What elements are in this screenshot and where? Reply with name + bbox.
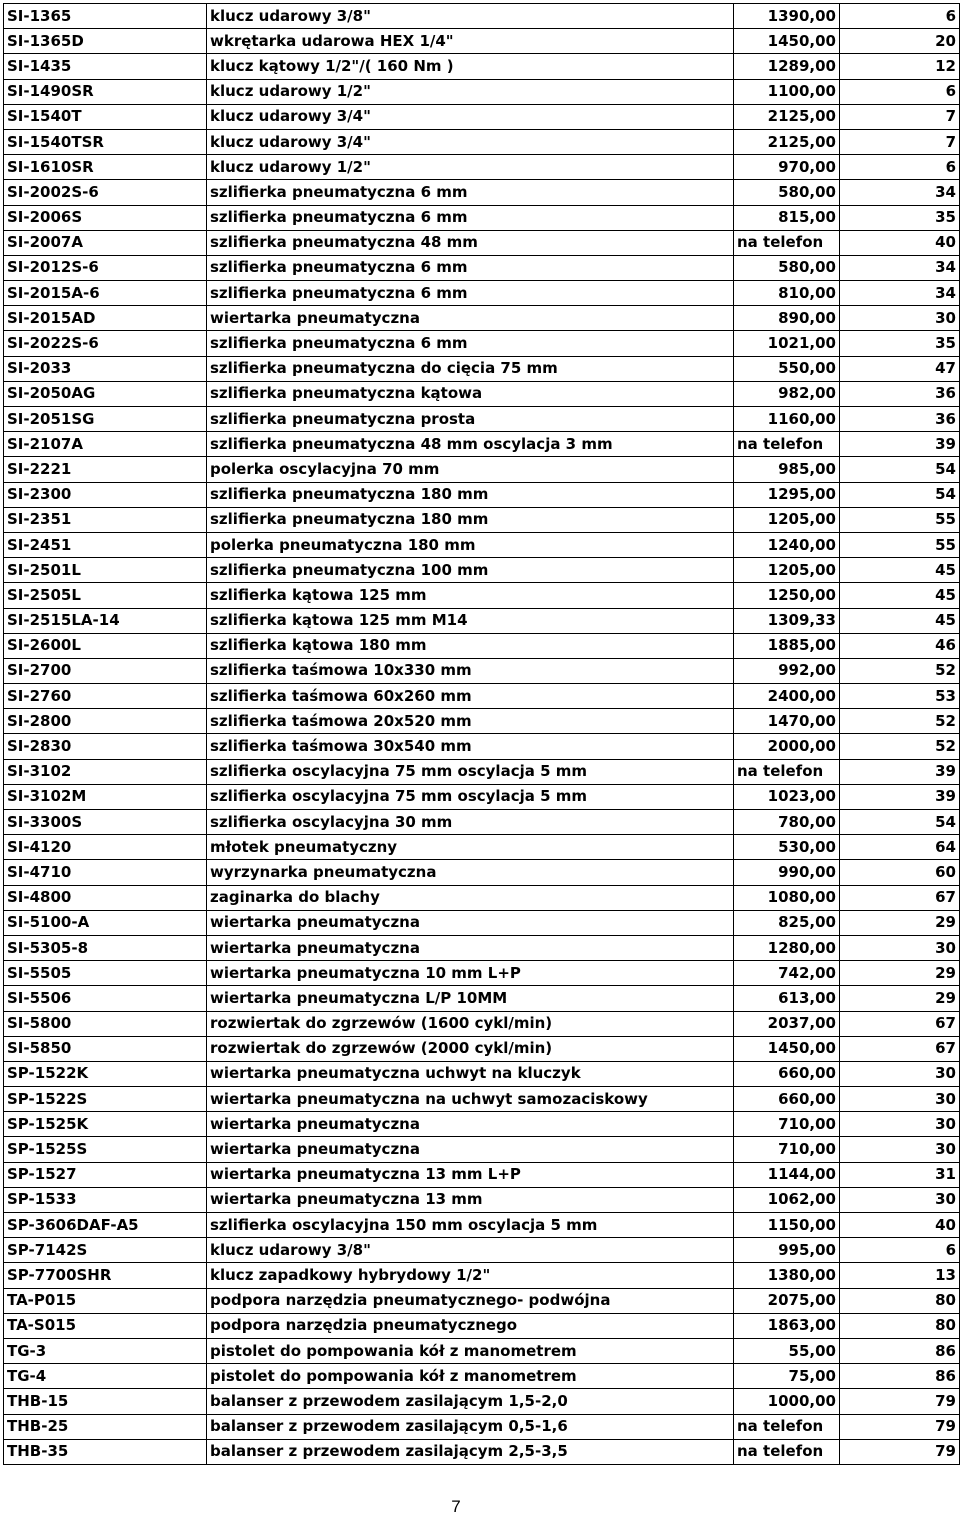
- catalog-page-cell: 52: [840, 658, 960, 683]
- product-description-cell: wiertarka pneumatyczna: [207, 1112, 734, 1137]
- price-cell: 710,00: [734, 1112, 840, 1137]
- price-cell: 1062,00: [734, 1187, 840, 1212]
- table-row: [4, 1112, 960, 1137]
- product-code-cell: SI-2221: [4, 457, 207, 482]
- product-description-cell: szlifierka pneumatyczna prosta: [207, 407, 734, 432]
- price-cell: 580,00: [734, 180, 840, 205]
- catalog-page-cell: 80: [840, 1313, 960, 1338]
- catalog-page-cell: 54: [840, 482, 960, 507]
- catalog-page-cell: 39: [840, 784, 960, 809]
- catalog-page-cell: 52: [840, 734, 960, 759]
- table-row: [4, 810, 960, 835]
- table-row: [4, 835, 960, 860]
- price-cell: 2075,00: [734, 1288, 840, 1313]
- product-code-cell: SI-3102M: [4, 784, 207, 809]
- product-code-cell: SP-1525K: [4, 1112, 207, 1137]
- product-description-cell: rozwiertak do zgrzewów (1600 cykl/min): [207, 1011, 734, 1036]
- product-code-cell: SI-2700: [4, 658, 207, 683]
- product-code-cell: SI-5505: [4, 961, 207, 986]
- catalog-page-cell: 45: [840, 583, 960, 608]
- product-description-cell: klucz udarowy 1/2": [207, 155, 734, 180]
- product-code-cell: SI-1435: [4, 54, 207, 79]
- price-cell: 1205,00: [734, 507, 840, 532]
- product-code-cell: SP-7700SHR: [4, 1263, 207, 1288]
- table-row: [4, 860, 960, 885]
- catalog-page-cell: 30: [840, 1187, 960, 1212]
- table-row: [4, 255, 960, 280]
- price-cell: 985,00: [734, 457, 840, 482]
- price-cell: 780,00: [734, 810, 840, 835]
- table-row: [4, 54, 960, 79]
- price-cell: 1289,00: [734, 54, 840, 79]
- price-cell: 55,00: [734, 1338, 840, 1363]
- catalog-page-cell: 79: [840, 1414, 960, 1439]
- price-cell: 1250,00: [734, 583, 840, 608]
- product-code-cell: SI-1540TSR: [4, 129, 207, 154]
- catalog-page-cell: 39: [840, 759, 960, 784]
- table-row: [4, 1414, 960, 1439]
- product-description-cell: szlifierka pneumatyczna 48 mm: [207, 230, 734, 255]
- table-row: [4, 4, 960, 29]
- product-description-cell: rozwiertak do zgrzewów (2000 cykl/min): [207, 1036, 734, 1061]
- product-description-cell: zaginarka do blachy: [207, 885, 734, 910]
- table-row: [4, 885, 960, 910]
- product-description-cell: szlifierka pneumatyczna 6 mm: [207, 281, 734, 306]
- catalog-page-cell: 39: [840, 432, 960, 457]
- table-row: [4, 734, 960, 759]
- product-code-cell: SI-2015AD: [4, 306, 207, 331]
- product-description-cell: szlifierka kątowa 125 mm: [207, 583, 734, 608]
- product-description-cell: szlifierka pneumatyczna do cięcia 75 mm: [207, 356, 734, 381]
- table-row: [4, 709, 960, 734]
- table-row: [4, 79, 960, 104]
- product-code-cell: SI-5800: [4, 1011, 207, 1036]
- price-cell: 890,00: [734, 306, 840, 331]
- catalog-page-cell: 67: [840, 1011, 960, 1036]
- product-code-cell: SI-2760: [4, 684, 207, 709]
- catalog-page-cell: 30: [840, 306, 960, 331]
- product-code-cell: TG-3: [4, 1338, 207, 1363]
- product-code-cell: SI-2007A: [4, 230, 207, 255]
- catalog-page-cell: 45: [840, 558, 960, 583]
- catalog-page-cell: 36: [840, 381, 960, 406]
- catalog-page-cell: 64: [840, 835, 960, 860]
- product-code-cell: SI-2015A-6: [4, 281, 207, 306]
- product-code-cell: SI-4710: [4, 860, 207, 885]
- product-description-cell: szlifierka pneumatyczna 6 mm: [207, 331, 734, 356]
- table-row: [4, 1187, 960, 1212]
- page-number: 7: [451, 1497, 461, 1516]
- table-row: [4, 961, 960, 986]
- product-description-cell: wiertarka pneumatyczna: [207, 306, 734, 331]
- product-description-cell: klucz zapadkowy hybrydowy 1/2": [207, 1263, 734, 1288]
- catalog-page-cell: 36: [840, 407, 960, 432]
- table-row: [4, 986, 960, 1011]
- product-description-cell: wkrętarka udarowa HEX 1/4": [207, 29, 734, 54]
- price-cell: 992,00: [734, 658, 840, 683]
- catalog-page-cell: 20: [840, 29, 960, 54]
- price-cell: 1295,00: [734, 482, 840, 507]
- product-code-cell: SI-2300: [4, 482, 207, 507]
- product-code-cell: THB-35: [4, 1439, 207, 1464]
- product-description-cell: podpora narzędzia pneumatycznego- podwójna: [207, 1288, 734, 1313]
- table-row: [4, 1137, 960, 1162]
- table-row: [4, 205, 960, 230]
- price-cell: 1023,00: [734, 784, 840, 809]
- product-description-cell: szlifierka oscylacyjna 150 mm oscylacja 5 mm: [207, 1213, 734, 1238]
- product-code-cell: SI-2107A: [4, 432, 207, 457]
- price-cell: 1450,00: [734, 29, 840, 54]
- product-code-cell: SI-3102: [4, 759, 207, 784]
- product-code-cell: SP-1533: [4, 1187, 207, 1212]
- price-cell: 1080,00: [734, 885, 840, 910]
- price-cell: 1240,00: [734, 532, 840, 557]
- catalog-page-cell: 30: [840, 935, 960, 960]
- catalog-page-cell: 80: [840, 1288, 960, 1313]
- table-row: [4, 306, 960, 331]
- product-description-cell: wiertarka pneumatyczna: [207, 910, 734, 935]
- table-row: [4, 1313, 960, 1338]
- product-code-cell: SI-1490SR: [4, 79, 207, 104]
- product-description-cell: szlifierka taśmowa 10x330 mm: [207, 658, 734, 683]
- price-cell: 1380,00: [734, 1263, 840, 1288]
- table-row: [4, 1263, 960, 1288]
- price-cell: 550,00: [734, 356, 840, 381]
- price-cell: 2400,00: [734, 684, 840, 709]
- product-description-cell: szlifierka pneumatyczna kątowa: [207, 381, 734, 406]
- table-row: [4, 1011, 960, 1036]
- table-row: [4, 381, 960, 406]
- price-cell: 982,00: [734, 381, 840, 406]
- catalog-page-cell: 7: [840, 104, 960, 129]
- catalog-page-cell: 30: [840, 1061, 960, 1086]
- product-code-cell: TG-4: [4, 1364, 207, 1389]
- product-code-cell: SI-2012S-6: [4, 255, 207, 280]
- catalog-page-cell: 46: [840, 633, 960, 658]
- product-description-cell: podpora narzędzia pneumatycznego: [207, 1313, 734, 1338]
- product-description-cell: wiertarka pneumatyczna 10 mm L+P: [207, 961, 734, 986]
- price-cell: 1470,00: [734, 709, 840, 734]
- table-row: [4, 331, 960, 356]
- catalog-page-cell: 7: [840, 129, 960, 154]
- product-description-cell: szlifierka pneumatyczna 100 mm: [207, 558, 734, 583]
- product-code-cell: SP-1525S: [4, 1137, 207, 1162]
- catalog-page-cell: 6: [840, 1238, 960, 1263]
- table-row: [4, 1036, 960, 1061]
- product-code-cell: SI-5305-8: [4, 935, 207, 960]
- product-code-cell: SI-5850: [4, 1036, 207, 1061]
- table-row: [4, 104, 960, 129]
- table-row: [4, 155, 960, 180]
- product-code-cell: SI-4120: [4, 835, 207, 860]
- product-code-cell: SI-2800: [4, 709, 207, 734]
- table-row: [4, 1288, 960, 1313]
- product-description-cell: wiertarka pneumatyczna 13 mm: [207, 1187, 734, 1212]
- price-cell: 710,00: [734, 1137, 840, 1162]
- product-description-cell: szlifierka pneumatyczna 180 mm: [207, 482, 734, 507]
- catalog-page-cell: 86: [840, 1364, 960, 1389]
- product-code-cell: THB-25: [4, 1414, 207, 1439]
- product-description-cell: klucz udarowy 3/8": [207, 1238, 734, 1263]
- product-code-cell: SI-2451: [4, 532, 207, 557]
- catalog-page-cell: 67: [840, 885, 960, 910]
- catalog-page-cell: 40: [840, 1213, 960, 1238]
- product-code-cell: SI-1540T: [4, 104, 207, 129]
- catalog-page-cell: 29: [840, 986, 960, 1011]
- product-description-cell: wyrzynarka pneumatyczna: [207, 860, 734, 885]
- price-cell: 1280,00: [734, 935, 840, 960]
- product-description-cell: wiertarka pneumatyczna 13 mm L+P: [207, 1162, 734, 1187]
- price-cell: 613,00: [734, 986, 840, 1011]
- price-cell: 1205,00: [734, 558, 840, 583]
- table-row: [4, 356, 960, 381]
- price-cell: 1863,00: [734, 1313, 840, 1338]
- catalog-page-cell: 30: [840, 1137, 960, 1162]
- product-description-cell: młotek pneumatyczny: [207, 835, 734, 860]
- product-description-cell: szlifierka oscylacyjna 30 mm: [207, 810, 734, 835]
- price-cell: 660,00: [734, 1087, 840, 1112]
- product-description-cell: balanser z przewodem zasilającym 1,5-2,0: [207, 1389, 734, 1414]
- catalog-page-cell: 6: [840, 155, 960, 180]
- table-row: [4, 457, 960, 482]
- product-code-cell: SI-2033: [4, 356, 207, 381]
- product-description-cell: klucz udarowy 1/2": [207, 79, 734, 104]
- product-description-cell: klucz udarowy 3/8": [207, 4, 734, 29]
- price-cell: 1000,00: [734, 1389, 840, 1414]
- catalog-page-cell: 29: [840, 961, 960, 986]
- product-description-cell: polerka pneumatyczna 180 mm: [207, 532, 734, 557]
- price-cell: 580,00: [734, 255, 840, 280]
- price-cell: 1150,00: [734, 1213, 840, 1238]
- product-code-cell: SI-1365: [4, 4, 207, 29]
- price-cell: 1100,00: [734, 79, 840, 104]
- product-description-cell: klucz udarowy 3/4": [207, 129, 734, 154]
- product-code-cell: SP-1522K: [4, 1061, 207, 1086]
- table-row: [4, 180, 960, 205]
- product-description-cell: pistolet do pompowania kół z manometrem: [207, 1338, 734, 1363]
- table-row: [4, 633, 960, 658]
- table-row: [4, 407, 960, 432]
- catalog-page-cell: 54: [840, 457, 960, 482]
- product-code-cell: SI-5506: [4, 986, 207, 1011]
- catalog-page-cell: 45: [840, 608, 960, 633]
- price-cell: 1450,00: [734, 1036, 840, 1061]
- catalog-page-cell: 55: [840, 532, 960, 557]
- table-row: [4, 910, 960, 935]
- table-row: [4, 482, 960, 507]
- table-row: [4, 1162, 960, 1187]
- product-description-cell: szlifierka pneumatyczna 6 mm: [207, 205, 734, 230]
- table-row: [4, 1338, 960, 1363]
- product-description-cell: szlifierka oscylacyjna 75 mm oscylacja 5 mm: [207, 784, 734, 809]
- table-row: [4, 507, 960, 532]
- product-code-cell: SI-2515LA-14: [4, 608, 207, 633]
- price-cell: 815,00: [734, 205, 840, 230]
- catalog-page-cell: 31: [840, 1162, 960, 1187]
- product-description-cell: balanser z przewodem zasilającym 0,5-1,6: [207, 1414, 734, 1439]
- table-row: [4, 1439, 960, 1464]
- table-row: [4, 1087, 960, 1112]
- catalog-page-cell: 29: [840, 910, 960, 935]
- product-description-cell: szlifierka taśmowa 60x260 mm: [207, 684, 734, 709]
- catalog-page-cell: 40: [840, 230, 960, 255]
- catalog-page-cell: 30: [840, 1087, 960, 1112]
- table-row: [4, 784, 960, 809]
- price-table: [3, 3, 960, 1465]
- catalog-page-cell: 67: [840, 1036, 960, 1061]
- catalog-page-cell: 30: [840, 1112, 960, 1137]
- table-row: [4, 281, 960, 306]
- product-description-cell: wiertarka pneumatyczna: [207, 1137, 734, 1162]
- price-cell: 825,00: [734, 910, 840, 935]
- product-description-cell: wiertarka pneumatyczna L/P 10MM: [207, 986, 734, 1011]
- price-cell: 2125,00: [734, 129, 840, 154]
- price-cell: 970,00: [734, 155, 840, 180]
- product-description-cell: pistolet do pompowania kół z manometrem: [207, 1364, 734, 1389]
- product-description-cell: polerka oscylacyjna 70 mm: [207, 457, 734, 482]
- table-row: [4, 608, 960, 633]
- price-cell: 742,00: [734, 961, 840, 986]
- product-code-cell: TA-P015: [4, 1288, 207, 1313]
- catalog-page-cell: 35: [840, 205, 960, 230]
- product-description-cell: klucz kątowy 1/2"/( 160 Nm ): [207, 54, 734, 79]
- product-code-cell: SP-1527: [4, 1162, 207, 1187]
- table-row: [4, 129, 960, 154]
- product-description-cell: szlifierka taśmowa 20x520 mm: [207, 709, 734, 734]
- catalog-page-cell: 34: [840, 281, 960, 306]
- price-cell: na telefon: [734, 230, 840, 255]
- price-cell: na telefon: [734, 1439, 840, 1464]
- catalog-page-cell: 47: [840, 356, 960, 381]
- product-description-cell: wiertarka pneumatyczna: [207, 935, 734, 960]
- catalog-page-cell: 86: [840, 1338, 960, 1363]
- catalog-page-cell: 54: [840, 810, 960, 835]
- table-row: [4, 759, 960, 784]
- product-description-cell: wiertarka pneumatyczna uchwyt na kluczyk: [207, 1061, 734, 1086]
- table-row: [4, 658, 960, 683]
- product-description-cell: szlifierka kątowa 180 mm: [207, 633, 734, 658]
- product-description-cell: szlifierka taśmowa 30x540 mm: [207, 734, 734, 759]
- catalog-page-cell: 60: [840, 860, 960, 885]
- product-description-cell: balanser z przewodem zasilającym 2,5-3,5: [207, 1439, 734, 1464]
- catalog-page-cell: 55: [840, 507, 960, 532]
- catalog-page-cell: 79: [840, 1439, 960, 1464]
- price-cell: 990,00: [734, 860, 840, 885]
- table-row: [4, 1364, 960, 1389]
- price-cell: na telefon: [734, 1414, 840, 1439]
- product-description-cell: szlifierka pneumatyczna 180 mm: [207, 507, 734, 532]
- catalog-page-cell: 79: [840, 1389, 960, 1414]
- table-row: [4, 230, 960, 255]
- product-description-cell: szlifierka oscylacyjna 75 mm oscylacja 5 mm: [207, 759, 734, 784]
- product-code-cell: SI-2051SG: [4, 407, 207, 432]
- table-row: [4, 1389, 960, 1414]
- price-cell: na telefon: [734, 432, 840, 457]
- price-cell: 1160,00: [734, 407, 840, 432]
- price-cell: 660,00: [734, 1061, 840, 1086]
- catalog-page-cell: 34: [840, 255, 960, 280]
- product-description-cell: szlifierka kątowa 125 mm M14: [207, 608, 734, 633]
- catalog-page-cell: 53: [840, 684, 960, 709]
- catalog-page-cell: 6: [840, 4, 960, 29]
- catalog-page-cell: 35: [840, 331, 960, 356]
- price-cell: 530,00: [734, 835, 840, 860]
- product-description-cell: szlifierka pneumatyczna 48 mm oscylacja 3 mm: [207, 432, 734, 457]
- catalog-page-cell: 52: [840, 709, 960, 734]
- product-code-cell: SI-2501L: [4, 558, 207, 583]
- product-code-cell: SI-1365D: [4, 29, 207, 54]
- product-code-cell: SI-3300S: [4, 810, 207, 835]
- product-code-cell: SI-1610SR: [4, 155, 207, 180]
- catalog-page-cell: 34: [840, 180, 960, 205]
- table-row: [4, 1238, 960, 1263]
- price-cell: 1144,00: [734, 1162, 840, 1187]
- table-row: [4, 432, 960, 457]
- price-cell: 2000,00: [734, 734, 840, 759]
- product-code-cell: SI-2351: [4, 507, 207, 532]
- product-code-cell: SI-2050AG: [4, 381, 207, 406]
- product-code-cell: SI-2002S-6: [4, 180, 207, 205]
- price-cell: 2037,00: [734, 1011, 840, 1036]
- price-cell: 1309,33: [734, 608, 840, 633]
- table-row: [4, 1213, 960, 1238]
- product-code-cell: THB-15: [4, 1389, 207, 1414]
- price-cell: 1885,00: [734, 633, 840, 658]
- product-code-cell: SP-1522S: [4, 1087, 207, 1112]
- product-code-cell: SI-2600L: [4, 633, 207, 658]
- price-cell: 995,00: [734, 1238, 840, 1263]
- price-cell: 75,00: [734, 1364, 840, 1389]
- product-code-cell: SI-4800: [4, 885, 207, 910]
- table-row: [4, 583, 960, 608]
- product-description-cell: szlifierka pneumatyczna 6 mm: [207, 255, 734, 280]
- price-cell: na telefon: [734, 759, 840, 784]
- catalog-page-cell: 13: [840, 1263, 960, 1288]
- product-code-cell: SP-7142S: [4, 1238, 207, 1263]
- catalog-page-cell: 12: [840, 54, 960, 79]
- table-body: [4, 4, 960, 1465]
- product-description-cell: szlifierka pneumatyczna 6 mm: [207, 180, 734, 205]
- table-row: [4, 935, 960, 960]
- product-code-cell: SI-2830: [4, 734, 207, 759]
- product-code-cell: TA-S015: [4, 1313, 207, 1338]
- table-row: [4, 29, 960, 54]
- product-description-cell: wiertarka pneumatyczna na uchwyt samozaciskowy: [207, 1087, 734, 1112]
- table-row: [4, 532, 960, 557]
- product-code-cell: SP-3606DAF-A5: [4, 1213, 207, 1238]
- product-code-cell: SI-2022S-6: [4, 331, 207, 356]
- price-cell: 810,00: [734, 281, 840, 306]
- product-code-cell: SI-2505L: [4, 583, 207, 608]
- price-cell: 1021,00: [734, 331, 840, 356]
- catalog-page-cell: 6: [840, 79, 960, 104]
- price-cell: 1390,00: [734, 4, 840, 29]
- price-cell: 2125,00: [734, 104, 840, 129]
- product-description-cell: klucz udarowy 3/4": [207, 104, 734, 129]
- table-row: [4, 1061, 960, 1086]
- table-row: [4, 684, 960, 709]
- product-code-cell: SI-5100-A: [4, 910, 207, 935]
- product-code-cell: SI-2006S: [4, 205, 207, 230]
- table-row: [4, 558, 960, 583]
